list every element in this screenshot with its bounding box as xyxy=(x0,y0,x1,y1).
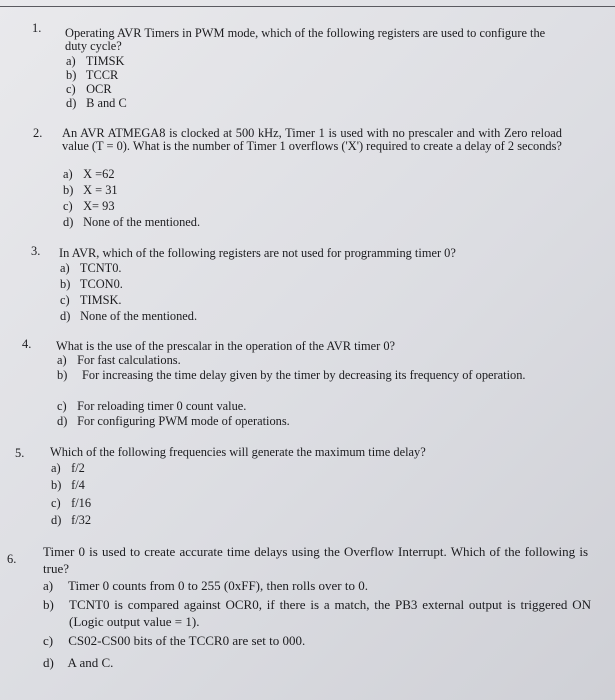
option-c: c) TIMSK. xyxy=(60,293,122,307)
question-number: 3. xyxy=(31,244,41,258)
option-a: a) X =62 xyxy=(63,167,115,181)
option-c: c) For reloading timer 0 count value. xyxy=(57,399,247,413)
option-d: d) None of the mentioned. xyxy=(63,215,201,229)
question-number: 5. xyxy=(15,446,25,460)
question-number: 4. xyxy=(22,337,32,351)
question-text: Which of the following frequencies will generate the maximum time delay? xyxy=(50,445,426,459)
option-b: b) f/4 xyxy=(51,478,85,492)
option-d: d) None of the mentioned. xyxy=(60,309,198,323)
option-a: a) f/2 xyxy=(51,461,85,475)
option-b: b) TCCR xyxy=(66,68,119,82)
option-b: b) TCNT0 is compared against OCR0, if there is a match, the PB3 external output is triggered ON (Logic output value = 1). xyxy=(43,597,591,629)
option-c: c) OCR xyxy=(66,82,112,96)
option-c: c) f/16 xyxy=(51,496,92,510)
option-a: a) TCNT0. xyxy=(60,261,122,275)
option-d: d) f/32 xyxy=(51,513,92,527)
question-text: Timer 0 is used to create accurate time delays using the Overflow Interrupt. Which of the following is true? xyxy=(43,544,588,576)
option-b: b) X = 31 xyxy=(63,183,118,197)
question-text: In AVR, which of the following registers are not used for programming timer 0? xyxy=(59,246,456,260)
question-text: What is the use of the prescalar in the operation of the AVR timer 0? xyxy=(56,339,396,353)
option-a: a) Timer 0 counts from 0 to 255 (0xFF), then rolls over to 0. xyxy=(43,578,368,593)
question-number: 6. xyxy=(7,552,17,566)
option-c: c) CS02-CS00 bits of the TCCR0 are set to 000. xyxy=(43,633,306,648)
question-text: An AVR ATMEGA8 is clocked at 500 kHz, Timer 1 is used with no prescaler and with Zero reload value (T = 0). What is the number of Timer 1 overflows ('X') required to create a delay of 2 seconds? xyxy=(62,126,562,154)
option-b: b) For increasing the time delay given by the timer by decreasing its frequency of operation. xyxy=(57,368,526,382)
option-c: c) X= 93 xyxy=(63,199,115,213)
option-d: d) For configuring PWM mode of operations. xyxy=(57,414,290,428)
question-number: 1. xyxy=(32,21,42,35)
question-text: Operating AVR Timers in PWM mode, which of the following registers are used to configure the duty cycle? xyxy=(65,26,546,54)
option-b: b) TCON0. xyxy=(60,277,123,291)
question-number: 2. xyxy=(33,126,43,140)
option-a: a) TIMSK xyxy=(66,54,125,68)
option-d: d) A and C. xyxy=(43,655,114,670)
top-divider-line xyxy=(0,6,615,7)
option-d: d) B and C xyxy=(66,96,127,110)
option-a: a) For fast calculations. xyxy=(57,353,181,367)
